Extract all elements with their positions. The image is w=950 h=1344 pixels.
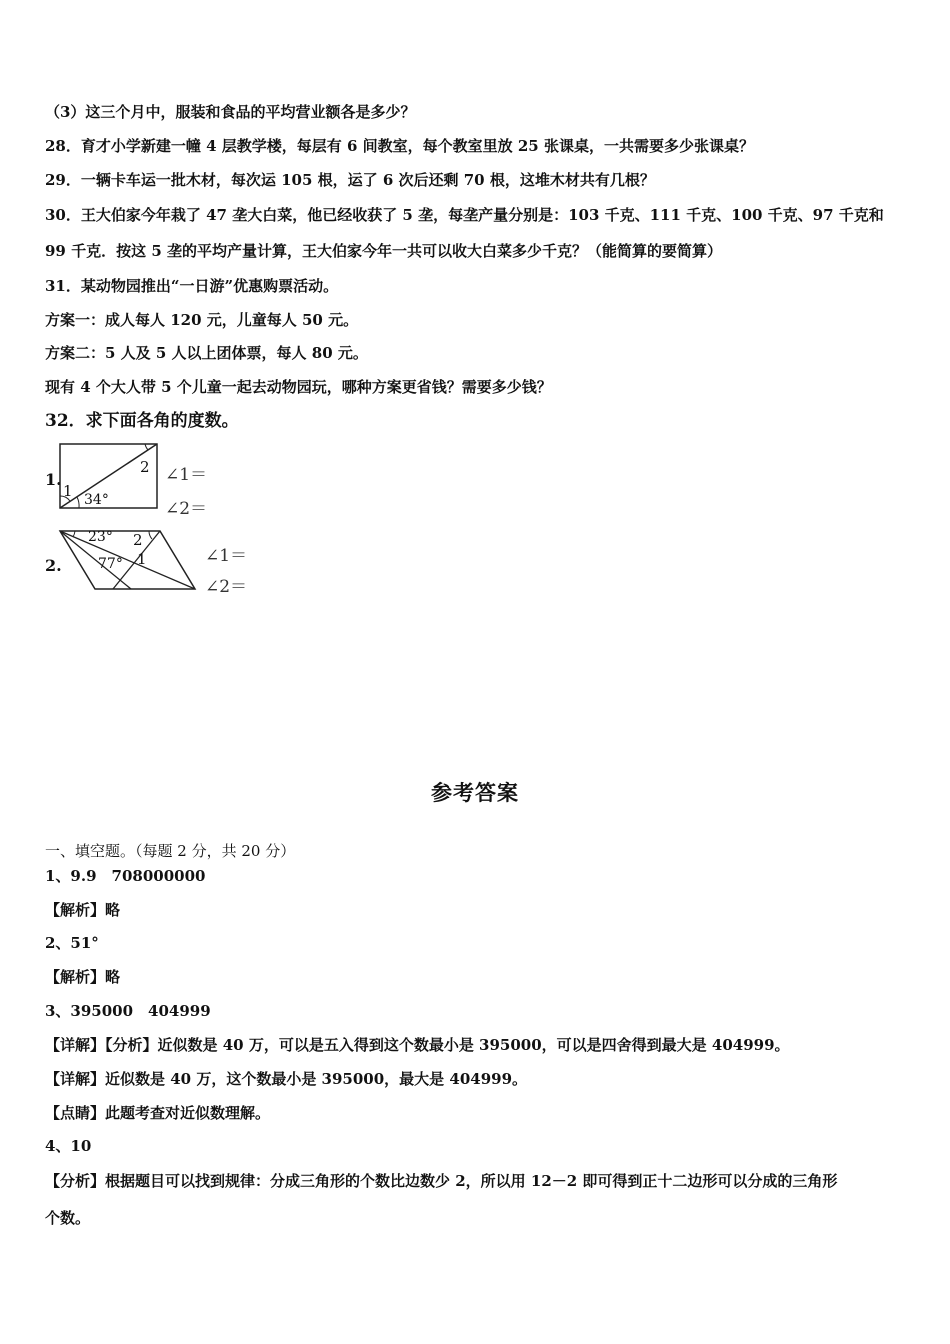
- question-30-line2: 99 千克．按这 5 垄的平均产量计算，王大伯家今年一共可以收大白菜多少千克？（能简算的要简算）: [45, 242, 722, 260]
- question-28: 28．育才小学新建一幢 4 层教学楼，每层有 6 间教室，每个教室里放 25 张课桌，一共需要多少张课桌？: [45, 137, 754, 155]
- figure1-given-angle: 34°: [84, 492, 109, 508]
- figure1-angle1-question: ∠1＝: [165, 465, 208, 485]
- figure2-given-angle-23: 23°: [88, 529, 113, 545]
- question-29: 29．一辆卡车运一批木材，每次运 105 根，运了 6 次后还剩 70 根，这堆木材共有几根？: [45, 171, 655, 189]
- question-30-line1: 30．王大伯家今年栽了 47 垄大白菜，他已经收获了 5 垄，每垄产量分别是：103 千克、111 千克、100 千克、97 千克和: [45, 206, 884, 224]
- figure2-given-angle-77: 77°: [98, 556, 123, 572]
- figure2-angle1-mark: 1: [137, 550, 147, 568]
- question-31-plan1: 方案一：成人每人 120 元，儿童每人 50 元。: [45, 311, 359, 329]
- answer-2: 2、51°: [45, 934, 99, 952]
- figure2-label: 2.: [45, 556, 62, 575]
- question-31-plan2: 方案二：5 人及 5 人以上团体票，每人 80 元。: [45, 344, 368, 362]
- figure1-angle2-mark: 2: [140, 458, 150, 476]
- figure1-angle1-mark: 1: [63, 482, 73, 500]
- question-31: 31．某动物园推出“一日游”优惠购票活动。: [45, 277, 339, 295]
- question-32: 32．求下面各角的度数。: [45, 411, 239, 431]
- question-31-ask: 现有 4 个大人带 5 个儿童一起去动物园玩，哪种方案更省钱？需要多少钱？: [45, 378, 552, 396]
- answer-3: 3、395000 404999: [45, 1002, 211, 1020]
- answer-1-note: 【解析】略: [45, 901, 121, 919]
- answer-3-detail2: 【详解】近似数是 40 万，这个数最小是 395000，最大是 404999。: [45, 1070, 528, 1088]
- answer-heading: 参考答案: [431, 780, 519, 805]
- answer-3-detail1: 【详解】【分析】近似数是 40 万，可以是五入得到这个数最小是 395000，可以是四舍得到最大是 404999。: [45, 1036, 790, 1054]
- figure2-angle2-mark: 2: [133, 531, 143, 549]
- figure1-angle2-question: ∠2＝: [165, 499, 208, 519]
- answer-4-analysis-line2: 个数。: [45, 1209, 91, 1227]
- question-27-part3: （3）这三个月中，服装和食品的平均营业额各是多少？: [45, 103, 416, 121]
- answer-1: 1、9.9 708000000: [45, 867, 206, 885]
- answer-3-comment: 【点睛】此题考查对近似数理解。: [45, 1104, 271, 1122]
- answer-4-analysis-line1: 【分析】根据题目可以找到规律：分成三角形的个数比边数少 2，所以用 12－2 即可得到正十二边形可以分成的三角形: [45, 1172, 838, 1190]
- answer-section-title: 一、填空题。（每题 2 分，共 20 分）: [45, 842, 296, 860]
- answer-4: 4、10: [45, 1137, 92, 1155]
- figure2-angle2-question: ∠2＝: [205, 577, 248, 597]
- figure1-label: 1.: [45, 470, 62, 489]
- answer-2-note: 【解析】略: [45, 968, 121, 986]
- figure2-angle1-question: ∠1＝: [205, 546, 248, 566]
